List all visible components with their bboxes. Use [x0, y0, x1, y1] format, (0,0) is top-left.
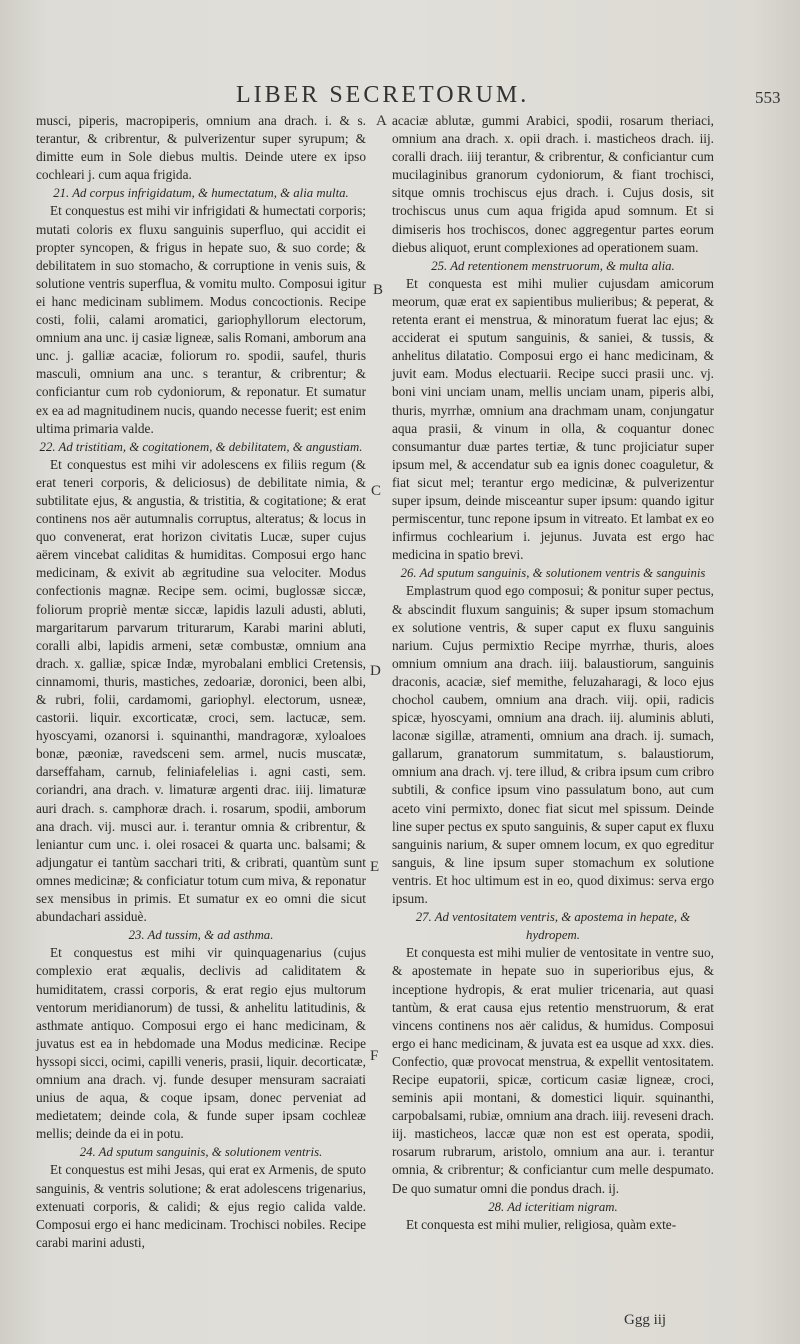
body-paragraph: Et conquestus est mihi vir infrigidati & humectati corporis; mutati coloris ex fluxu sanguinis superfluo, qui accidit ei propter syncopen, & frigus in hepate suo, & suo corde; & debilitatem in suo stomacho, & corruptione in venis suis, & solutione ventris superflua, & vomitu multo. Composui igitur ei hanc medicinam sublimem. Modus concoctionis. Recipe costi, folii, calami aromatici, gariophyllorum electorum, omnium ana unc. ij casiæ ligneæ, salis Romani, amborum ana unc. j. galliæ acaciæ, foliorum ro. spodii, saufel, thuris masculi, omnium ana unc. s terantur, & cribrentur; & conficiantur cum rob cydoniorum, & reponatur. Et sumatur ex ea ad magnitudinem nucis, quando necesse fuerit; est enim ultima primaria valde.: [36, 203, 366, 436]
section-heading: 23. Ad tussim, & ad asthma.: [128, 928, 274, 943]
signature-mark: Ggg iij: [624, 1312, 667, 1328]
left-column: [36, 112, 366, 1252]
right-column: [392, 112, 714, 1234]
continued-paragraph: acaciæ ablutæ, gummi Arabici, spodii, rosarum theriaci, omnium ana drach. x. opii drach. i. masticheos drach. iij. coralli drach. iiij terantur, & cribrentur, & conficiantur cum mucilaginibus granorum cydoniorum, & fiant trochisci, sitque omnis trochiscus ejus drach. i. Cujus dosis, sit trochiscus unus cum aqua frigida apud somnum. Et si dimiseris hos trochiscos, donec aggregentur partes eorum diebus aliquot, erunt complexiones ad operationem suam.: [392, 113, 714, 255]
section-heading: 27. Ad ventositatem ventris, & apostema in hepate, & hydropem.: [415, 910, 691, 943]
margin-letter-d: D: [370, 663, 381, 679]
margin-letter-b: B: [373, 282, 384, 298]
body-paragraph: Emplastrum quod ego composui; & ponitur super pectus, & abscindit fluxum sanguinis; & super ipsum stomachum ex solutione ventris, & super caput ex fluxu sanguinis narium. Cujus permixtio Recipe myrrhæ, thuris, aloes omnium omnium ana drach. iiij. balaustiorum, sanguinis draconis, acaciæ, sief memithe, feluzaharagi, & loco ejus chochol caubem, omnium ana drach. viij. opii, radicis spicæ, hyoscyami, omnium ana drach. iij. aluminis abluti, laconæ sigillæ, atramenti, omnium ana drach. ij. sumach, gallarum, granatorum summitatum, s. balaustiorum, omnium ana drach. vj. tere illud, & cribra ipsum cum cribro subtili, & confice ipsum vino passulatum bono, aut cum aceto vini permixto, donec fiat sicut mel spissum. Deinde line super pectus ex sputo sanguinis, & super caput ex fluxu sanguinis narium, & super omnem locum, ex quo egreditur sanguis, & line ipsum super stomachum ex solutione ventris. Et hoc ultimum est in eo, quod diximus: serva ergo ipsum.: [392, 583, 714, 907]
margin-letter-a: A: [376, 113, 387, 129]
margin-letter-f: F: [370, 1048, 379, 1064]
body-paragraph: Et conquestus est mihi vir quinquagenarius (cujus complexio erat æqualis, declivis ad caliditatem & humiditatem, crassi corporis, & erat regio ejus multorum ventorum meridianorum) de tussi, & anhelitu latitudinis, & asthmate antiquo. Composui ergo ei hanc medicinam, & juvatus est ea in hebdomade una Modus medicinæ. Recipe hyssopi sicci, ocimi, capilli veneris, prasii, liquir. decorticatæ, omnium ana drach. vj. funde desuper mensuram sacraiati unius de aqua, & coque ipsam, donec perveniat ad medietatem; deinde cola, & funde super ipsam cochleæ mellis; deinde da ei in potu.: [36, 945, 366, 1142]
section-heading: 24. Ad sputum sanguinis, & solutionem ventris.: [79, 1145, 323, 1160]
margin-letter-c: C: [371, 483, 382, 499]
body-paragraph: Et conquesta est mihi mulier, religiosa, quàm exte-: [406, 1216, 677, 1232]
section-heading: 21. Ad corpus infrigidatum, & humectatum, & alia multa.: [53, 186, 349, 201]
page-number: 553: [755, 88, 781, 107]
section-heading: 22. Ad tristitiam, & cogitationem, & debilitatem, & angustiam.: [39, 439, 363, 454]
body-paragraph: Et conquestus est mihi Jesas, qui erat ex Armenis, de sputo sanguinis, & ventris solutione; & erat adolescens trigenarius, extenuati corporis, & calidi; & ejus regio calida valde. Composui ergo ei hanc medicinam. Trochisci nobiles. Recipe carabi marini adusti,: [36, 1162, 366, 1250]
running-title: LIBER SECRETORUM.: [236, 82, 530, 108]
body-paragraph: Et conquesta est mihi mulier cujusdam amicorum meorum, quæ erat ex sapientibus mulieribus; & peperat, & retenta erant ei menstrua, & minoratum fuerat lac ejus; & acciderat ei sputum sanguinis, & saniei, & tussis, & anhelitus dilatatio. Composui ergo ei hanc medicinam, & juvit eam. Modus electuarii. Recipe succi prasii unc. vj. boni vini unciam unam, mellis unciam unam, piperis albi, thuris, myrrhæ, omnium ana drachmam unam, conjungatur aqua prasii, & vinum in olla, & coquantur donec consumantur duæ partes tertiæ, & tunc projiciatur super ipsum mel, & accendatur sub ea ignis donec coaguletur, & fiat sicut mel; terantur ergo medicinæ, & pulverizentur super ipsum, deinde misceantur super ipsum: quando igitur permiscentur, tunc repone ipsum in vitreato. Et lambat ex eo infirmus cochlearium i. jejunus. Juvata est ergo hac medicina in spatio brevi.: [392, 275, 714, 563]
continued-paragraph: musci, piperis, macropiperis, omnium ana drach. i. & s. terantur, & cribrentur, & pulverizentur super syrupum; & dimitte eum in Sole diebus multis. Deinde utere ex ipso cochleari j. cum aqua frigida.: [36, 113, 366, 183]
running-head: [0, 82, 800, 112]
section-heading: 26. Ad sputum sanguinis, & solutionem ventris & sanguinis: [400, 566, 706, 581]
section-heading: 25. Ad retentionem menstruorum, & multa alia.: [431, 258, 675, 273]
body-paragraph: Et conquestus est mihi vir adolescens ex filiis regum (& erat teneri corporis, & deliciosus) de debilitate nimia, & subtilitate ejus, & angustia, & tristitia, & cogitatione; & erat continens nos aër autumnalis corruptus, alteratus; & locus in quo convenerat, erat horizon civitatis Lucæ, super cujus aërem vincebat caliditas & humiditas. Composui ergo hanc medicinam, & exivit ab ægritudine sua velociter. Modus confectionis magnæ. Recipe sem. ocimi, buglossæ siccæ, foliorum propriè mentæ siccæ, lapidis lazuli adusti, abluti, margaritarum parvarum triturarum, Karabi marini abluti, coralli albi, lapidis armeni, setæ combustæ, omnium ana drach. x. galliæ, spicæ Indæ, myrobalani emblici Cretensis, cinnamomi, thuris, mastiches, zedoariæ, doronici, been albi, & rubri, folii, cardamomi, gariophyl. electorum, usneæ, castorii. liquir. excorticatæ, croci, sem. lactucæ, sem. hyoscyami, ozanorsi i. squinanthi, mandragoræ, xyloaloes bonæ, pæoniæ, ravedsceni sem. armel, nucis muscatæ, darseffaham, carnub, feliniafelelias i. agni casti, sem. coriandri, ana drach. v. limaturæ argenti drac. iiij. limaturæ auri drach. s. camphoræ drach. i. rosarum, spodii, amborum ana drach. vij. musci aur. i. terantur omnia & cribrentur, & leniantur cum unc. i. olei rosacei & quarta unc. balsami; & adjungatur ei tantùm sacchari triti, & cribrati, quantùm sunt omnes medicinæ; & conficiatur totum cum miva, & reponatur sex mensibus in primis. Et sumatur ex eo omni die sicut abundachari assiduè.: [36, 456, 366, 925]
margin-letter-e: E: [370, 859, 380, 875]
body-paragraph: Et conquesta est mihi mulier de ventositate in ventre suo, & apostemate in hepate suo in superioribus ejus, & inceptione hydropis, & erat mulier tricenaria, aut quasi tantùm, & erat causa ejus retentio menstruorum, & erat vincens continens nos aër calidus, & humidus. Composui ergo ei hanc medicinam, & juvata est ea usque ad xxx. dies. Confectio, quæ provocat menstrua, & expellit ventositatem. Recipe eupatorii, spicæ, corticum casiæ ligneæ, croci, seminis apii montani, & domestici liquir. squinanthi, carpobalsami, rubiæ, omnium ana drach. iiij. reveseni drach. iij. masticheos, laccæ quæ non est est operata, spodii, rosarum rubrarum, aristolo, omnium ana aur. i. terantur omnia, & cribrentur; & conficiantur cum melle despumato. De quo sumatur omni die pondus drach. ij.: [392, 945, 714, 1196]
section-heading: 28. Ad icteritiam nigram.: [488, 1199, 618, 1214]
